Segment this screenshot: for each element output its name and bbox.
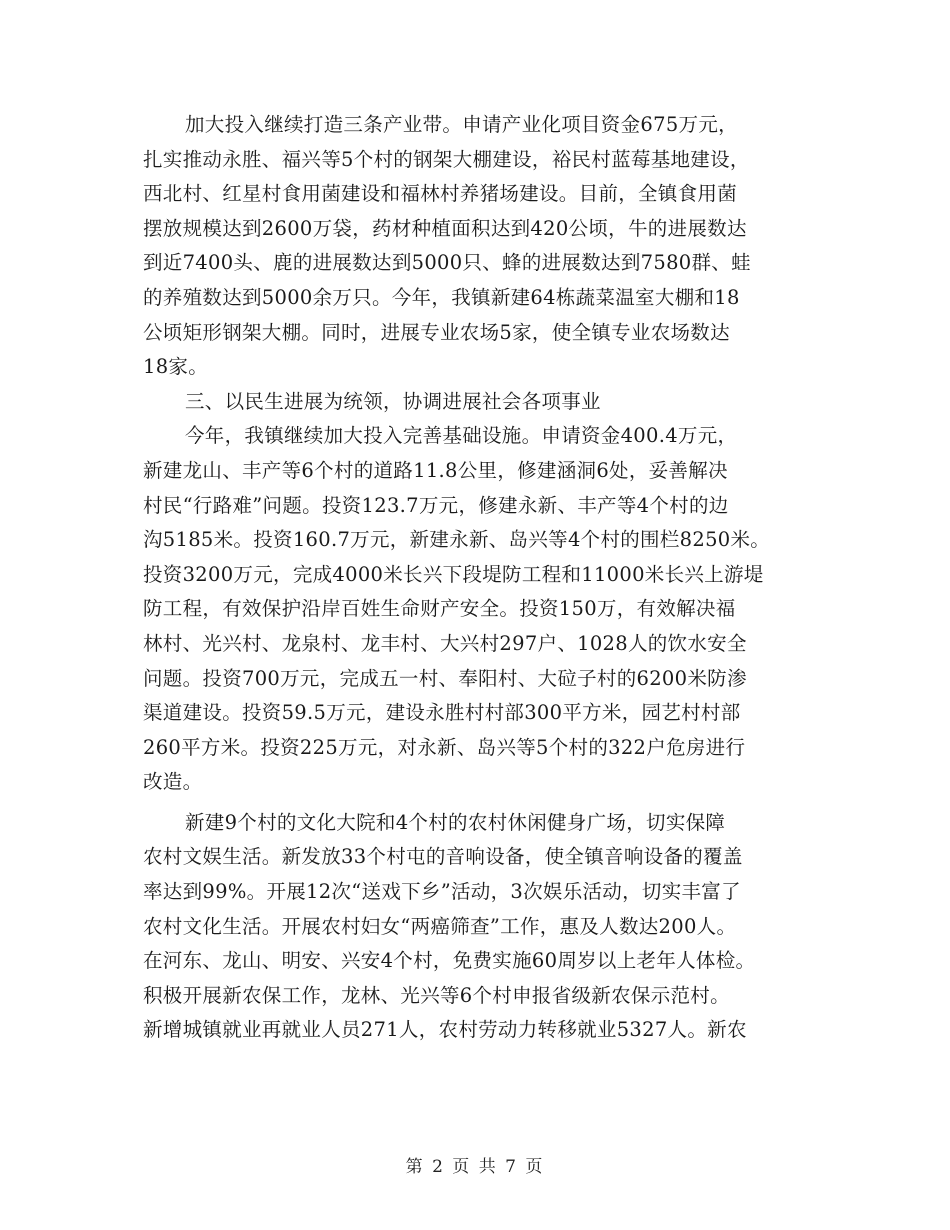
text-line: 改造。 <box>143 770 203 794</box>
text-line: 沟5185米。投资160.7万元，新建永新、岛兴等4个村的围栏8250米。 <box>143 528 771 552</box>
text-line: 今年，我镇继续加大投入完善基础设施。申请资金400.4万元， <box>185 424 738 448</box>
text-line: 农村文化生活。开展农村妇女“两癌筛查”工作，惠及人数达200人。 <box>143 914 737 938</box>
text-line: 扎实推动永胜、福兴等5个村的钢架大棚建设，裕民村蓝莓基地建设， <box>143 147 750 171</box>
text-line: 在河东、龙山、明安、兴安4个村，免费实施60周岁以上老年人体检。 <box>143 949 756 973</box>
text-line: 新建龙山、丰产等6个村的道路11.8公里，修建涵洞6处，妥善解决 <box>143 458 728 482</box>
page-footer <box>0 1152 950 1177</box>
text-line: 积极开展新农保工作，龙林、光兴等6个村申报省级新农保示范村。 <box>143 983 730 1007</box>
text-line: 农村文娱生活。新发放33个村屯的音响设备，使全镇音响设备的覆盖 <box>143 845 743 869</box>
text-line: 新建9个村的文化大院和4个村的农村休闲健身广场，切实保障 <box>185 810 726 834</box>
document-body <box>143 108 823 1048</box>
text-line: 林村、光兴村、龙泉村、龙丰村、大兴村297户、1028人的饮水安全 <box>143 631 747 655</box>
text-line: 渠道建设。投资59.5万元，建设永胜村村部300平方米，园艺村村部 <box>143 701 741 725</box>
paragraph-culture <box>143 806 823 1048</box>
text-line: 摆放规模达到2600万袋，药材种植面积达到420公顷，牛的进展数达 <box>143 216 747 240</box>
text-line: 260平方米。投资225万元，对永新、岛兴等5个村的322户危房进行 <box>143 735 746 759</box>
section-heading <box>143 385 823 420</box>
text-line: 新增城镇就业再就业人员271人，农村劳动力转移就业5327人。新农 <box>143 1018 747 1042</box>
section-heading-text: 三、以民生进展为统领，协调进展社会各项事业 <box>185 389 601 413</box>
page-number: 第 2 页 共 7 页 <box>405 1157 545 1177</box>
text-line: 18家。 <box>143 355 209 379</box>
text-line: 加大投入继续打造三条产业带。申请产业化项目资金675万元， <box>185 113 738 136</box>
text-line: 村民“行路难”问题。投资123.7万元，修建永新、丰产等4个村的边 <box>143 493 729 517</box>
text-line: 投资3200万元，完成4000米长兴下段堤防工程和11000米长兴上游堤 <box>143 562 764 586</box>
text-line: 公顷矩形钢架大棚。同时，进展专业农场5家，使全镇专业农场数达 <box>143 320 730 344</box>
text-line: 问题。投资700万元，完成五一村、奉阳村、大砬子村的6200米防渗 <box>143 666 747 690</box>
paragraph-infrastructure <box>143 419 823 800</box>
text-line: 到近7400头、鹿的进展数达到5000只、蜂的进展数达到7580群、蛙 <box>143 251 751 275</box>
text-line: 防工程，有效保护沿岸百姓生命财产安全。投资150万，有效解决福 <box>143 597 736 621</box>
text-line: 率达到99%。开展12次“送戏下乡”活动，3次娱乐活动，切实丰富了 <box>143 880 741 904</box>
text-line: 西北村、红星村食用菌建设和福林村养猪场建设。目前，全镇食用菌 <box>143 182 738 206</box>
paragraph-industry <box>143 108 823 385</box>
text-line: 的养殖数达到5000余万只。今年，我镇新建64栋蔬菜温室大棚和18 <box>143 285 740 309</box>
